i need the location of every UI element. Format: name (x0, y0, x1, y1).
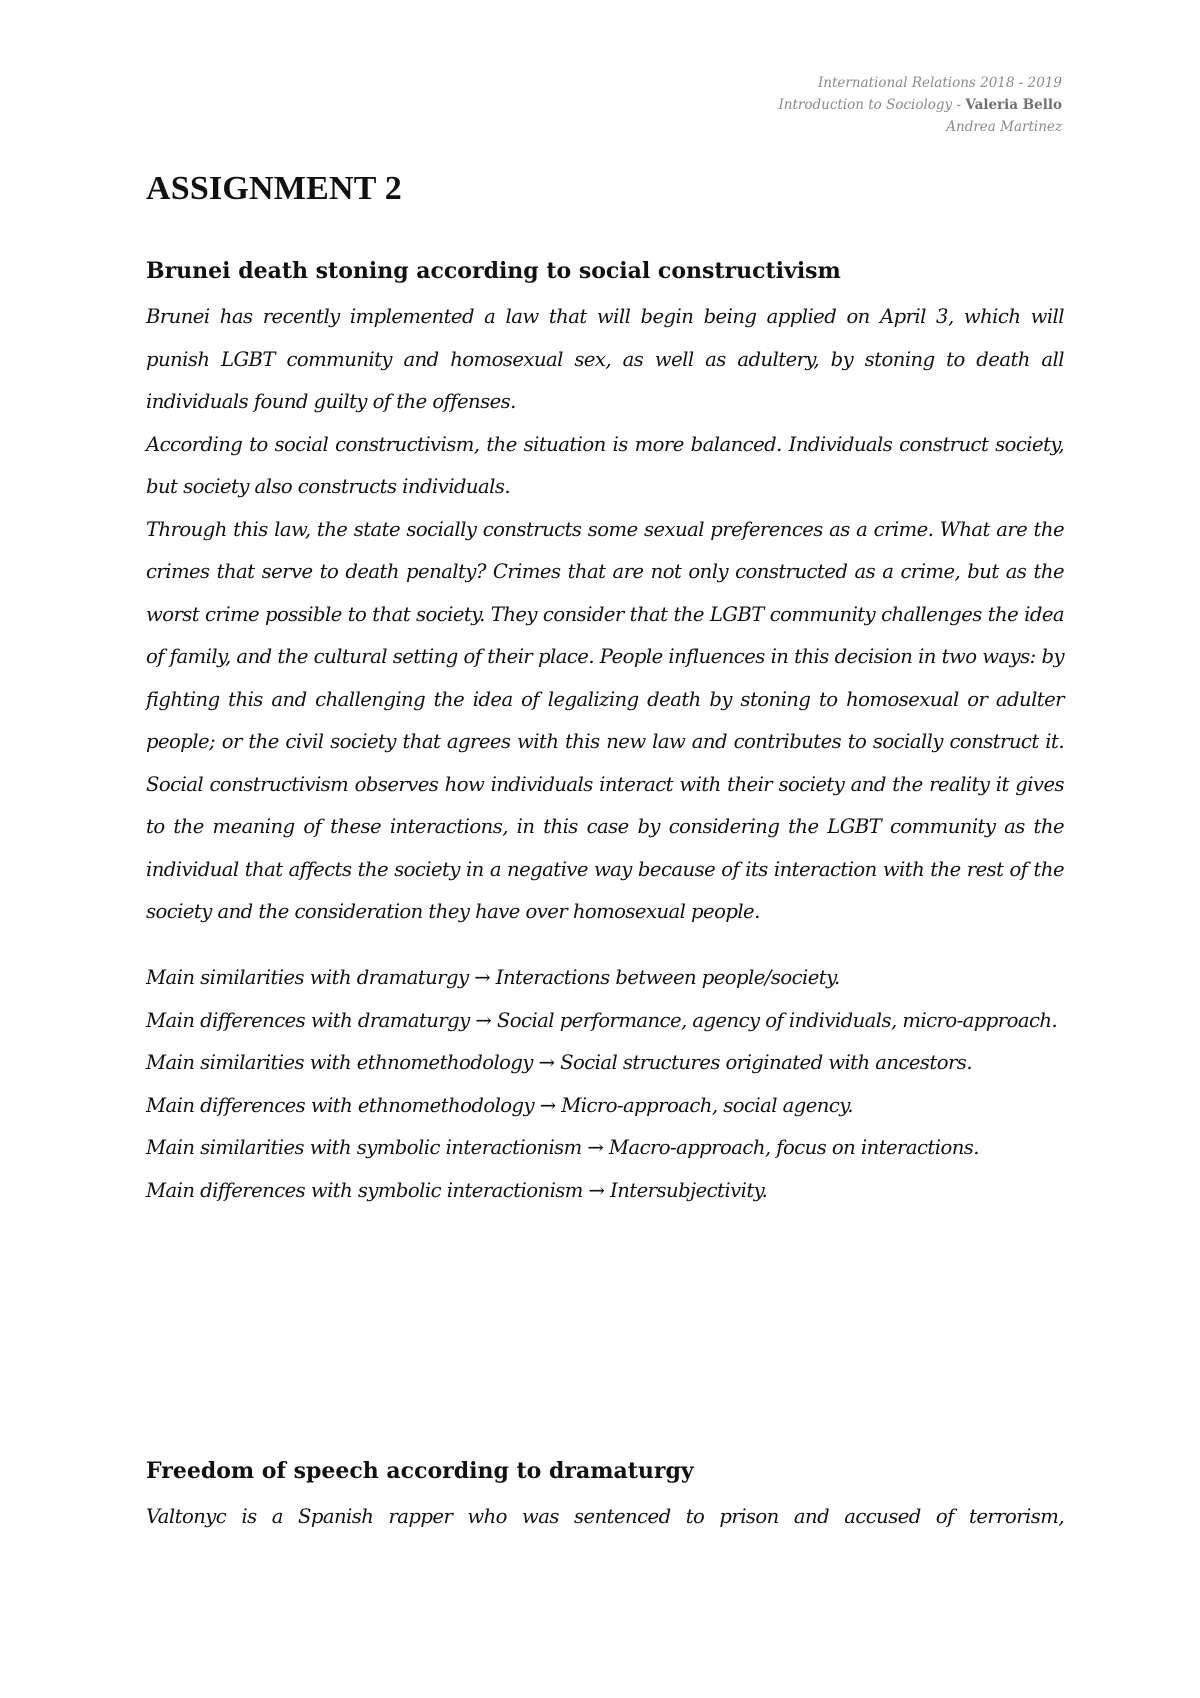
paragraph: According to social constructivism, the situation is more balanced. Individuals construct society, but society also constructs individuals. (146, 432, 1064, 498)
subject-line (778, 94, 1062, 116)
comparison-item: Main similarities with dramaturgy → Interactions between people/society. (146, 966, 840, 989)
comparison-item: Main differences with ethnomethodology → Micro-approach, social agency. (146, 1093, 853, 1117)
section-heading-freedom-of-speech: Freedom of speech according to dramaturgy (146, 1458, 694, 1484)
course-line: International Relations 2018 - 2019 (817, 75, 1062, 91)
document-title: ASSIGNMENT 2 (146, 170, 402, 207)
page-header (778, 72, 1062, 138)
comparison-item: Main differences with dramaturgy → Social performance, agency of individuals, micro-approach. (146, 1008, 1058, 1032)
comparison-item: Main similarities with ethnomethodology → Social structures originated with ancestors. (146, 1051, 972, 1074)
comparison-item: Main differences with symbolic interactionism → Intersubjectivity. (146, 1178, 768, 1202)
paragraph: Valtonyc is a Spanish rapper who was sentenced to prison and accused of terrorism, (146, 1505, 1064, 1528)
section-body-freedom-of-speech (146, 1496, 1064, 1539)
subject: Introduction to Sociology (778, 97, 953, 113)
paragraph: Through this law, the state socially constructs some sexual preferences as a crime. What are the crimes that serve to death penalty? Crimes that are not only constructed as a crime, but as the worst crime possible to that society. They consider that the LGBT community challenges the idea of family, and the cultural setting of their place. People influences in this decision in two ways: by fighting this and challenging the idea of legalizing death by stoning to homosexual or adulter people; or the civil society that agrees with this new law and contributes to socially construct it. Social constructivism observes how individuals interact with their society and the reality it gives to the meaning of these interactions, in this case by considering the LGBT community as the individual that affects the society in a negative way because of its interaction with the rest of the society and the consideration they have over homosexual people. (146, 517, 1064, 923)
section-heading-brunei: Brunei death stoning according to social constructivism (146, 258, 841, 284)
teacher-name: Valeria Bello (965, 97, 1062, 113)
separator: - (952, 97, 966, 113)
section-body-brunei (146, 296, 1064, 934)
author-name: Andrea Martinez (946, 119, 1062, 135)
comparison-list (146, 957, 1064, 1212)
comparison-item: Main similarities with symbolic interactionism → Macro-approach, focus on interactions. (146, 1136, 979, 1159)
paragraph: Brunei has recently implemented a law that will begin being applied on April 3, which will punish LGBT community and homosexual sex, as well as adultery, by stoning to death all individuals found guilty of the offenses. (146, 305, 1064, 413)
